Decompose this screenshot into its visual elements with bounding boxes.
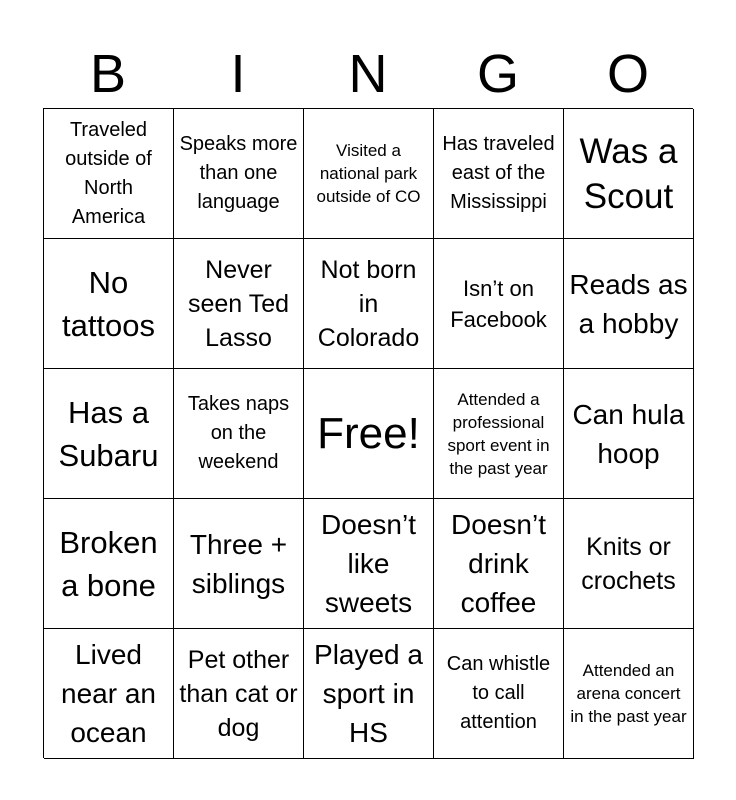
header-letter-g: G (476, 44, 519, 104)
cell-text: Knits or crochets (581, 532, 676, 595)
cell-text: Visited a national park outside of CO (316, 141, 421, 206)
cell-text: Pet other than cat or dog (179, 645, 298, 742)
bingo-cell[interactable] (564, 629, 694, 759)
cell-text: Was a Scout (579, 131, 678, 216)
bingo-cell[interactable] (304, 499, 434, 629)
cell-text: No tattoos (61, 264, 156, 343)
bingo-cell[interactable] (564, 109, 694, 239)
bingo-cell[interactable] (44, 629, 174, 759)
bingo-cell[interactable] (434, 369, 564, 499)
bingo-cell[interactable] (434, 629, 564, 759)
cell-text: Has traveled east of the Mississippi (442, 133, 555, 213)
bingo-cell[interactable] (304, 109, 434, 239)
bingo-cell[interactable] (434, 109, 564, 239)
bingo-cell[interactable] (44, 499, 174, 629)
bingo-cell[interactable] (304, 629, 434, 759)
free-space-text: Free! (317, 408, 420, 458)
cell-text: Takes naps on the weekend (187, 393, 290, 473)
cell-text: Isn’t on Facebook (450, 275, 547, 332)
header-letter-o: O (606, 44, 649, 104)
bingo-header (43, 40, 693, 108)
cell-text: Doesn’t drink coffee (451, 509, 546, 618)
cell-text: Traveled outside of North America (65, 118, 152, 228)
header-letter-n: N (348, 44, 388, 104)
cell-text: Has a Subaru (58, 394, 159, 473)
cell-text: Attended a professional sport event in the past year (447, 389, 550, 478)
cell-text: Lived near an ocean (61, 639, 156, 748)
bingo-cell[interactable] (434, 499, 564, 629)
free-space[interactable] (304, 369, 434, 499)
cell-text: Attended an arena concert in the past year (570, 661, 687, 726)
bingo-cell[interactable] (44, 239, 174, 369)
bingo-cell[interactable] (304, 239, 434, 369)
bingo-cell[interactable] (434, 239, 564, 369)
cell-text: Broken a bone (59, 524, 158, 603)
cell-text: Doesn’t like sweets (321, 509, 416, 618)
bingo-cell[interactable] (174, 109, 304, 239)
bingo-cell[interactable] (564, 369, 694, 499)
cell-text: Speaks more than one language (179, 133, 298, 213)
cell-text: Can whistle to call attention (446, 653, 551, 733)
bingo-grid (43, 108, 693, 758)
bingo-cell[interactable] (174, 629, 304, 759)
bingo-cell[interactable] (174, 239, 304, 369)
bingo-cell[interactable] (564, 499, 694, 629)
bingo-cell[interactable] (44, 109, 174, 239)
cell-text: Can hula hoop (572, 398, 685, 469)
bingo-cell[interactable] (174, 369, 304, 499)
cell-text: Reads as a hobby (569, 268, 688, 339)
header-letter-b: B (89, 44, 127, 104)
bingo-cell[interactable] (174, 499, 304, 629)
bingo-cell[interactable] (44, 369, 174, 499)
cell-text: Played a sport in HS (314, 639, 423, 748)
cell-text: Three + siblings (189, 528, 288, 599)
header-letter-i: I (230, 44, 246, 104)
bingo-cell[interactable] (564, 239, 694, 369)
cell-text: Not born in Colorado (317, 255, 420, 352)
cell-text: Never seen Ted Lasso (187, 255, 289, 352)
